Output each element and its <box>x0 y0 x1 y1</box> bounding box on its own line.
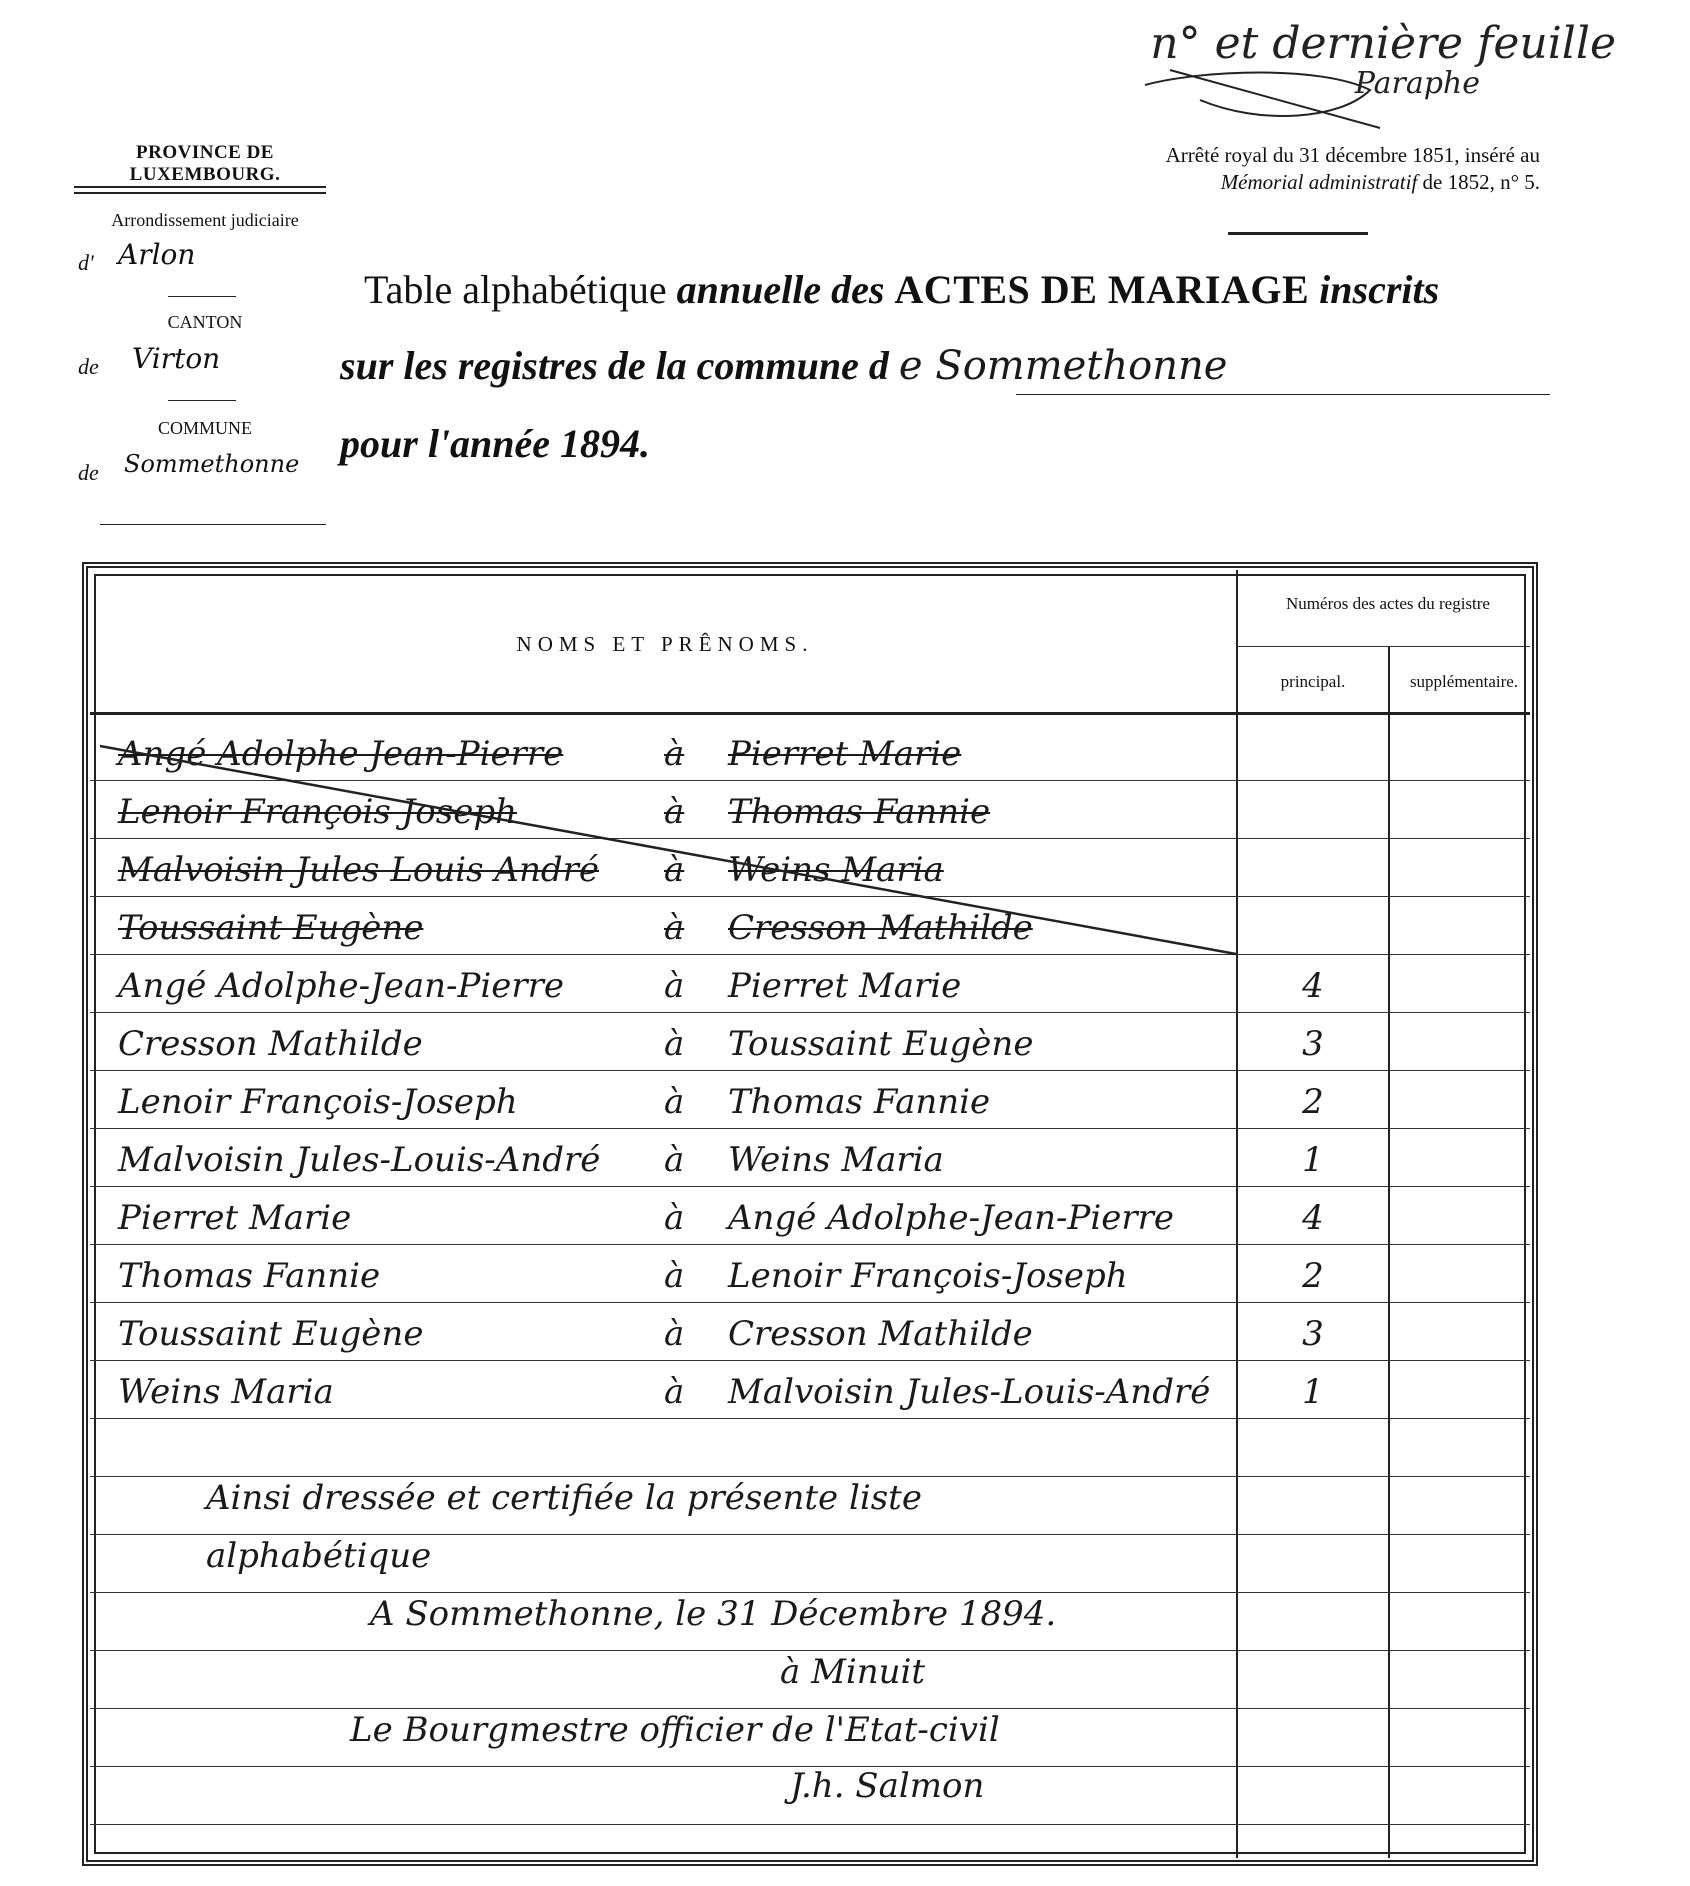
divider <box>168 400 236 401</box>
marriage-entry <box>108 1362 1238 1420</box>
closing-date: A Sommethonne, le 31 Décembre 1894. <box>370 1594 1057 1634</box>
column-header-principal: principal. <box>1280 672 1346 691</box>
row-rule <box>90 1708 1530 1709</box>
divider <box>100 524 326 525</box>
entry-spouse: Weins Maria <box>728 1140 944 1180</box>
title-commune-handwritten: e Sommethonne <box>898 343 1228 389</box>
closing-line2: alphabétique <box>206 1536 432 1576</box>
entry-name: Lenoir François-Joseph <box>118 1082 518 1122</box>
row-rule <box>90 1534 1530 1535</box>
commune-prefix: de <box>78 460 99 485</box>
struck-entry-spouse: Thomas Fannie <box>728 792 991 832</box>
handwritten-sheet-note: n° et dernière feuille <box>1150 18 1616 69</box>
closing-officer: Le Bourgmestre officier de l'Etat-civil <box>350 1710 1000 1750</box>
marriage-entry <box>108 956 1238 1014</box>
entry-a: à <box>664 1256 685 1296</box>
title-line2 <box>340 342 1227 389</box>
divider <box>74 192 326 194</box>
title-line3 <box>340 420 650 467</box>
marriage-entry <box>108 1246 1238 1304</box>
arrondissement-label: Arrondissement judiciaire <box>111 210 299 230</box>
struck-entry-name: Lenoir François Joseph <box>118 792 517 832</box>
divider <box>1228 232 1368 235</box>
struck-entry-spouse: Cresson Mathilde <box>728 908 1033 948</box>
entry-spouse: Pierret Marie <box>728 966 962 1006</box>
marriage-entry <box>108 1304 1238 1362</box>
entry-name: Pierret Marie <box>118 1198 352 1238</box>
marriage-entry <box>108 1188 1238 1246</box>
closing-line1: Ainsi dressée et certifiée la présente liste <box>206 1478 922 1518</box>
commune-value: Sommethonne <box>124 450 300 478</box>
title-part1: Table alphabétique <box>364 267 667 312</box>
canton-value: Virton <box>132 342 221 375</box>
entry-name: Cresson Mathilde <box>118 1024 423 1064</box>
closing-signature: J.h. Salmon <box>790 1766 985 1806</box>
title-line2-text: sur les registres de la commune d <box>340 343 889 388</box>
struck-entry-name: Angé Adolphe Jean-Pierre <box>118 734 564 774</box>
entry-number: 4 <box>1302 1198 1324 1238</box>
divider <box>168 296 236 297</box>
entry-number: 1 <box>1302 1140 1324 1180</box>
diagonal-cancel-stroke <box>90 740 1240 970</box>
entry-number: 3 <box>1302 1024 1324 1064</box>
marriage-entry <box>108 1072 1238 1130</box>
row-rule <box>90 1476 1530 1477</box>
column-header-numbers: Numéros des actes du registre <box>1286 594 1490 613</box>
arrete-reference <box>1166 142 1540 196</box>
entry-a: à <box>664 1024 685 1064</box>
arrete-line2: de 1852, n° 5. <box>1422 170 1540 194</box>
entry-a: à <box>664 1082 685 1122</box>
struck-entry-a: à <box>664 908 685 948</box>
paraphe-flourish <box>1140 60 1390 130</box>
entry-a: à <box>664 1198 685 1238</box>
struck-entry-name: Toussaint Eugène <box>118 908 424 948</box>
entry-a: à <box>664 1140 685 1180</box>
closing-time: à Minuit <box>780 1652 926 1692</box>
entry-a: à <box>664 1314 685 1354</box>
title-part3: ACTES DE MARIAGE <box>894 267 1310 312</box>
column-header-names: NOMS ET PRÊNOMS. <box>516 632 814 656</box>
title-part4: inscrits <box>1319 267 1440 312</box>
struck-entry-name: Malvoisin Jules Louis André <box>118 850 599 890</box>
struck-entry-a: à <box>664 734 685 774</box>
entry-spouse: Lenoir François-Joseph <box>728 1256 1128 1296</box>
header-divider <box>1236 646 1530 647</box>
struck-entry-a: à <box>664 850 685 890</box>
title-line1 <box>364 266 1439 313</box>
entry-number: 2 <box>1302 1082 1324 1122</box>
struck-entry-a: à <box>664 792 685 832</box>
canton-label: CANTON <box>167 312 243 332</box>
marriage-entry <box>108 1130 1238 1188</box>
paraphe-signature: Paraphe <box>1354 66 1480 101</box>
underline <box>1016 394 1550 395</box>
title-line3-text: pour l'année 1894. <box>340 421 651 466</box>
row-rule <box>90 1650 1530 1651</box>
entry-number: 3 <box>1302 1314 1324 1354</box>
entry-spouse: Thomas Fannie <box>728 1082 991 1122</box>
memorial-title: Mémorial administratif <box>1220 170 1418 194</box>
title-part2: annuelle des <box>676 267 885 312</box>
entry-name: Toussaint Eugène <box>118 1314 424 1354</box>
header-bottom-rule <box>90 712 1530 715</box>
entry-spouse: Toussaint Eugène <box>728 1024 1034 1064</box>
canton-prefix: de <box>78 354 99 379</box>
row-rule <box>90 1592 1530 1593</box>
entry-spouse: Malvoisin Jules-Louis-André <box>728 1372 1211 1412</box>
divider <box>74 186 326 188</box>
entry-name: Weins Maria <box>118 1372 334 1412</box>
arrondissement-value: Arlon <box>118 238 196 271</box>
entry-number: 2 <box>1302 1256 1324 1296</box>
arrondissement-prefix: d' <box>78 250 94 275</box>
row-rule <box>90 1824 1530 1825</box>
entry-name: Angé Adolphe-Jean-Pierre <box>118 966 564 1006</box>
entry-spouse: Angé Adolphe-Jean-Pierre <box>728 1198 1174 1238</box>
struck-entry-spouse: Pierret Marie <box>728 734 962 774</box>
struck-entry-spouse: Weins Maria <box>728 850 944 890</box>
arrete-line1: Arrêté royal du 31 décembre 1851, inséré au <box>1165 143 1540 167</box>
column-header-supplementaire: supplémentaire. <box>1409 672 1519 691</box>
entry-a: à <box>664 966 685 1006</box>
entry-number: 4 <box>1302 966 1324 1006</box>
entry-name: Malvoisin Jules-Louis-André <box>118 1140 601 1180</box>
entry-spouse: Cresson Mathilde <box>728 1314 1033 1354</box>
province-label: PROVINCE DE LUXEMBOURG. <box>129 142 281 185</box>
entry-name: Thomas Fannie <box>118 1256 381 1296</box>
column-divider <box>1388 646 1390 1858</box>
commune-label: COMMUNE <box>157 418 252 438</box>
marriage-entry <box>108 1014 1238 1072</box>
entry-number: 1 <box>1302 1372 1324 1412</box>
entry-a: à <box>664 1372 685 1412</box>
